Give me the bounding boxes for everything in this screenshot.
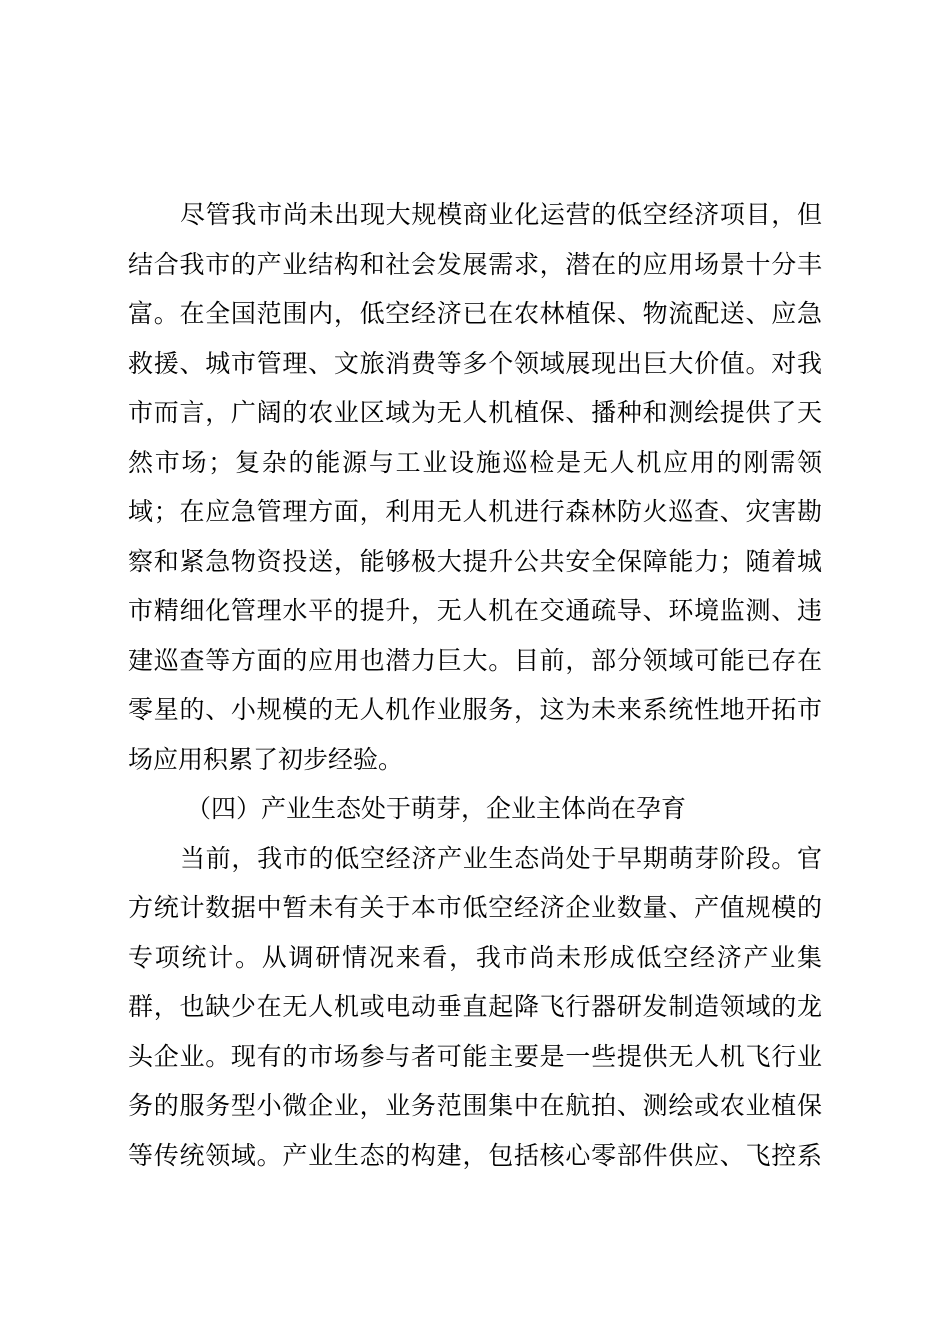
paragraph-2-line-4: 群，也缺少在无人机或电动垂直起降飞行器研发制造领域的龙 — [128, 992, 822, 1021]
paragraph-1-line-6: 然市场；复杂的能源与工业设施巡检是无人机应用的刚需领 — [128, 447, 822, 477]
paragraph-1-line-4: 救援、城市管理、文旅消费等多个领域展现出巨大价值。对我 — [128, 348, 822, 378]
paragraph-2-line-3: 专项统计。从调研情况来看，我市尚未形成低空经济产业集 — [128, 942, 822, 972]
paragraph-2-line-2: 方统计数据中暂未有关于本市低空经济企业数量、产值规模的 — [128, 893, 822, 922]
paragraph-2-line-7: 等传统领域。产业生态的构建，包括核心零部件供应、飞控系 — [128, 1140, 822, 1170]
paragraph-1-line-8: 察和紧急物资投送，能够极大提升公共安全保障能力；随着城 — [128, 546, 822, 576]
paragraph-1-line-9: 市精细化管理水平的提升，无人机在交通疏导、环境监测、违 — [128, 596, 822, 625]
paragraph-1-line-3: 富。在全国范围内，低空经济已在农林植保、物流配送、应急 — [128, 299, 822, 328]
paragraph-1-line-2: 结合我市的产业结构和社会发展需求，潜在的应用场景十分丰 — [128, 249, 822, 279]
paragraph-2-line-6: 务的服务型小微企业，业务范围集中在航拍、测绘或农业植保 — [128, 1091, 822, 1120]
paragraph-1-line-10: 建巡查等方面的应用也潜力巨大。目前，部分领域可能已存在 — [128, 645, 822, 675]
paragraph-1-line-12: 场应用积累了初步经验。 — [128, 744, 404, 774]
paragraph-2-line-1: 当前，我市的低空经济产业生态尚处于早期萌芽阶段。官 — [180, 843, 822, 873]
section-heading: （四）产业生态处于萌芽，企业主体尚在孕育 — [186, 794, 687, 823]
paragraph-1-line-5: 市而言，广阔的农业区域为无人机植保、播种和测绘提供了天 — [128, 398, 822, 427]
paragraph-1-line-11: 零星的、小规模的无人机作业服务，这为未来系统性地开拓市 — [128, 695, 822, 724]
paragraph-2-line-5: 头企业。现有的市场参与者可能主要是一些提供无人机飞行业 — [128, 1041, 822, 1071]
paragraph-1-line-7: 域；在应急管理方面，利用无人机进行森林防火巡查、灾害勘 — [128, 497, 822, 526]
paragraph-1-line-1: 尽管我市尚未出现大规模商业化运营的低空经济项目，但 — [180, 200, 822, 229]
document-body — [128, 190, 822, 1180]
